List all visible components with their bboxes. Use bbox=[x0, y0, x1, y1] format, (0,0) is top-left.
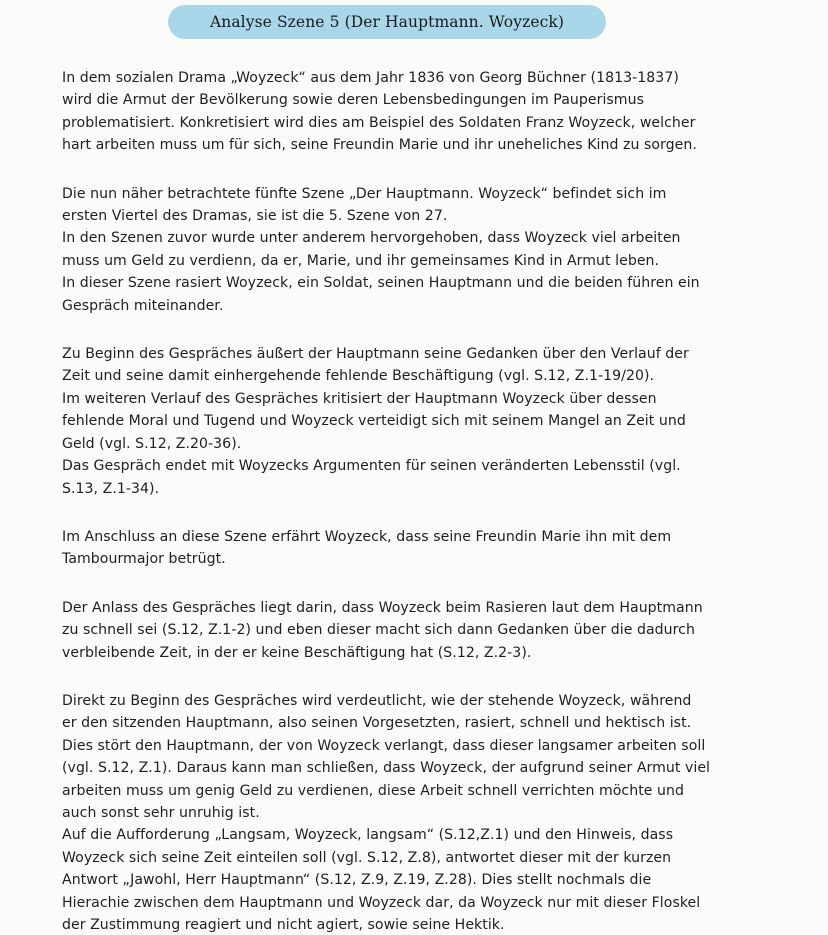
text-line: verbleibende Zeit, in der er keine Beschäftigung hat (S.12, Z.2-3). bbox=[62, 644, 532, 661]
text-line: Das Gespräch endet mit Woyzecks Argumenten für seinen veränderten Lebensstil (vgl. bbox=[62, 458, 681, 475]
document-body bbox=[62, 67, 762, 935]
text-line: auch sonst sehr unruhig ist. bbox=[62, 804, 260, 821]
text-line: hart arbeiten muss um für sich, seine Freundin Marie und ihr uneheliches Kind zu sorgen. bbox=[62, 137, 697, 154]
text-line: Der Anlass des Gespräches liegt darin, dass Woyzeck beim Rasieren laut dem Hauptmann bbox=[62, 599, 703, 616]
text-line: arbeiten muss um genig Geld zu verdienen, diese Arbeit schnell verrichten möchte und bbox=[62, 782, 684, 799]
paragraph-scene-context bbox=[62, 183, 762, 317]
page-title: Analyse Szene 5 (Der Hauptmann. Woyzeck) bbox=[209, 13, 565, 31]
text-line: Im weiteren Verlauf des Gespräches kritisiert der Hauptmann Woyzeck über dessen bbox=[62, 390, 657, 407]
paragraph-introduction bbox=[62, 67, 762, 157]
text-line: problematisiert. Konkretisiert wird dies am Beispiel des Soldaten Franz Woyzeck, welcher bbox=[62, 114, 696, 131]
text-line: zu schnell sei (S.12, Z.1-2) und eben dieser macht sich dann Gedanken über die dadurch bbox=[62, 622, 695, 639]
text-line: In dieser Szene rasiert Woyzeck, ein Soldat, seinen Hauptmann und die beiden führen ein bbox=[62, 275, 700, 292]
text-line: Hierachie zwischen dem Hauptmann und Woyzeck dar, da Woyzeck nur mit dieser Floskel bbox=[62, 894, 701, 911]
paragraph-occasion bbox=[62, 597, 762, 664]
text-line: S.13, Z.1-34). bbox=[62, 480, 160, 497]
text-line: Gespräch miteinander. bbox=[62, 297, 224, 314]
text-line: In den Szenen zuvor wurde unter anderem hervorgehoben, dass Woyzeck viel arbeiten bbox=[62, 230, 681, 247]
text-line: Dies stört den Hauptmann, der von Woyzeck verlangt, dass dieser langsamer arbeiten soll bbox=[62, 737, 706, 754]
text-line: er den sitzenden Hauptmann, also seinen Vorgesetzten, rasiert, schnell und hektisch ist. bbox=[62, 715, 692, 732]
text-line: der Zustimmung reagiert und nicht agiert, sowie seine Hektik. bbox=[62, 917, 505, 933]
text-line: Woyzeck sich seine Zeit einteilen soll (vgl. S.12, Z.8), antwortet dieser mit der kurzen bbox=[62, 849, 672, 866]
text-line: Zeit und seine damit einhergehende fehlende Beschäftigung (vgl. S.12, Z.1-19/20). bbox=[62, 368, 655, 385]
text-line: (vgl. S.12, Z.1). Daraus kann man schließen, dass Woyzeck, der aufgrund seiner Armut viel bbox=[62, 760, 711, 777]
text-line: Geld (vgl. S.12, Z.20-36). bbox=[62, 435, 242, 452]
paragraph-following-scene bbox=[62, 526, 762, 571]
text-line: Tambourmajor betrügt. bbox=[62, 551, 226, 568]
text-line: fehlende Moral und Tugend und Woyzeck verteidigt sich mit seinem Mangel an Zeit und bbox=[62, 413, 686, 430]
paragraph-analysis bbox=[62, 690, 762, 935]
text-line: wird die Armut der Bevölkerung sowie deren Lebensbedingungen im Pauperismus bbox=[62, 92, 644, 109]
text-line: Im Anschluss an diese Szene erfährt Woyzeck, dass seine Freundin Marie ihn mit dem bbox=[62, 528, 672, 545]
text-line: muss um Geld zu verdienn, da er, Marie, und ihr gemeinsames Kind in Armut leben. bbox=[62, 252, 660, 269]
text-line: Die nun näher betrachtete fünfte Szene „Der Hauptmann. Woyzeck“ befindet sich im bbox=[62, 185, 667, 202]
text-line: Direkt zu Beginn des Gespräches wird verdeutlicht, wie der stehende Woyzeck, während bbox=[62, 692, 692, 709]
text-line: Auf die Aufforderung „Langsam, Woyzeck, langsam“ (S.12,Z.1) und den Hinweis, dass bbox=[62, 827, 674, 844]
title-banner bbox=[168, 5, 606, 39]
text-line: In dem sozialen Drama „Woyzeck“ aus dem Jahr 1836 von Georg Büchner (1813-1837) bbox=[62, 70, 679, 86]
paragraph-summary bbox=[62, 343, 762, 500]
text-line: Antwort „Jawohl, Herr Hauptmann“ (S.12, Z.9, Z.19, Z.28). Dies stellt nochmals die bbox=[62, 872, 652, 889]
text-line: ersten Viertel des Dramas, sie ist die 5. Szene von 27. bbox=[62, 208, 448, 225]
text-line: Zu Beginn des Gespräches äußert der Hauptmann seine Gedanken über den Verlauf der bbox=[62, 346, 689, 363]
